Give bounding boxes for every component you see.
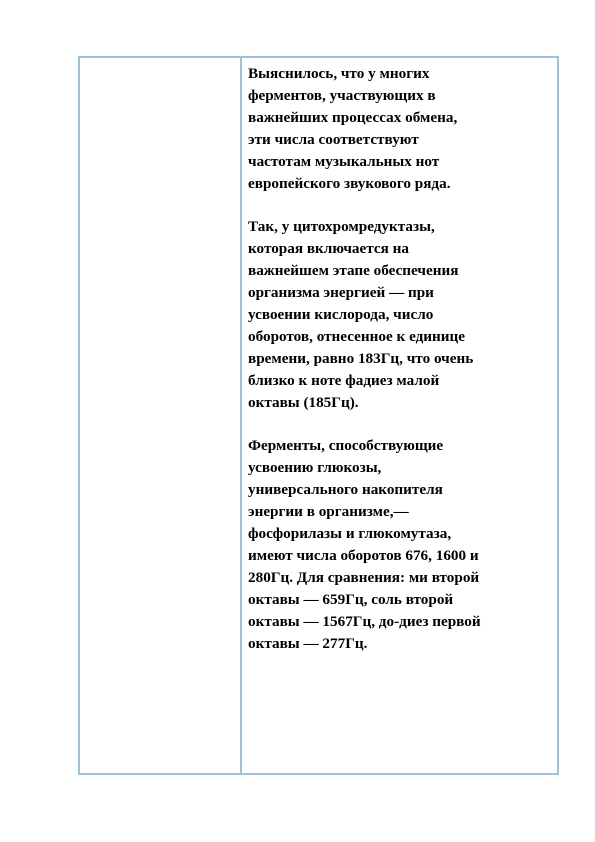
paragraph-cytochrome-reductase: Так, у цитохромредуктазы, которая включается на важнейшем этапе обеспечения организма энергией — при усвоении кислорода, число оборотов, отнесенное к единице времени, равно 183Гц, что очень близко к ноте фадиез малой октавы (185Гц). (248, 218, 474, 411)
content-table (78, 56, 559, 775)
paragraph-enzymes-music-notes: Выяснилось, что у многих ферментов, участвующих в важнейших процессах обмена, эти числа соответствуют частотам музыкальных нот европейского звукового ряда. (248, 65, 458, 192)
left-cell (80, 58, 242, 773)
paragraph-glucose-enzymes: Ферменты, способствующие усвоению глюкозы, универсального накопителя энергии в организме,— фосфорилазы и глюкомутаза, имеют числа оборотов 676, 1600 и 280Гц. Для сравнения: ми второй октавы — 659Гц, соль второй октавы — 1567Гц, до-диез первой октавы — 277Гц. (248, 437, 481, 652)
right-cell (242, 58, 557, 773)
